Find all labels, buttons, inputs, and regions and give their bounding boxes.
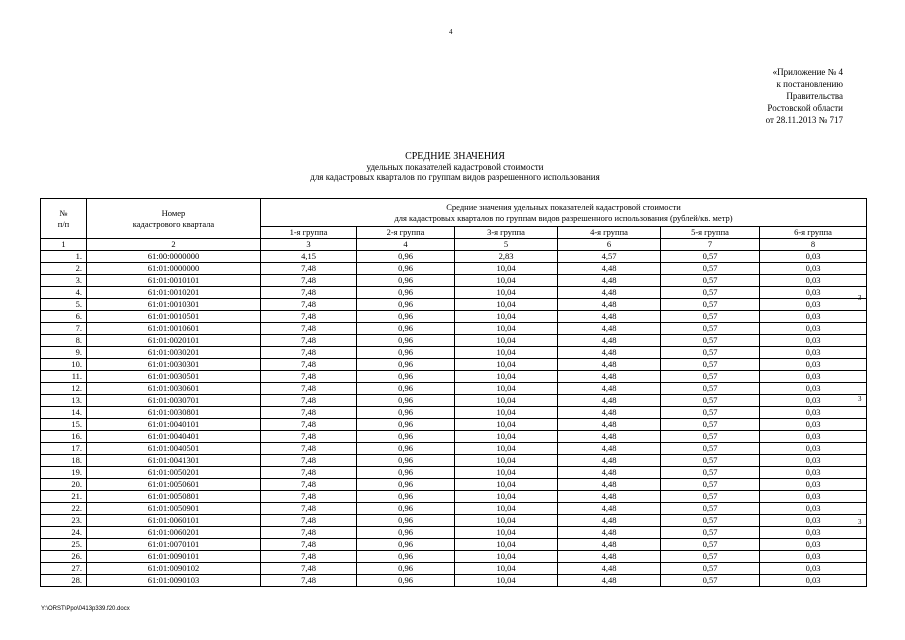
value-cell: 0,03 [760,479,867,491]
value-cell: 0,96 [357,491,455,503]
value-cell: 10,04 [455,563,558,575]
value-cell: 7,48 [261,455,357,467]
value-cell: 4,15 [261,251,357,263]
value-cell: 0,57 [661,371,760,383]
value-cell: 0,57 [661,443,760,455]
value-cell: 4,48 [558,395,661,407]
value-cell: 0,57 [661,299,760,311]
cadastral-quarter-cell: 61:01:0010501 [87,311,261,323]
row-number-cell: 20. [41,479,87,491]
value-cell: 10,04 [455,275,558,287]
value-cell: 4,48 [558,299,661,311]
value-cell: 0,96 [357,407,455,419]
value-cell: 7,48 [261,479,357,491]
value-cell: 0,96 [357,503,455,515]
value-cell: 0,57 [661,479,760,491]
value-cell: 0,57 [661,323,760,335]
value-cell: 10,04 [455,287,558,299]
value-cell: 10,04 [455,491,558,503]
table-row [41,323,867,335]
header-quarter-number: Номер кадастрового квартала [87,199,261,239]
value-cell: 7,48 [261,311,357,323]
header-row-number: № п/п [41,199,87,239]
table-row [41,539,867,551]
column-number: 3 [261,239,357,251]
row-number-cell: 7. [41,323,87,335]
row-number-cell: 2. [41,263,87,275]
value-cell: 4,48 [558,527,661,539]
cadastral-quarter-cell: 61:01:0090103 [87,575,261,587]
value-cell: 0,96 [357,539,455,551]
value-cell: 0,96 [357,431,455,443]
row-number-cell: 3. [41,275,87,287]
value-cell: 0,96 [357,395,455,407]
value-cell: 0,57 [661,515,760,527]
header-group-2: 2-я группа [357,227,455,239]
table-row [41,455,867,467]
margin-mark: 3 [858,518,862,526]
value-cell: 0,57 [661,551,760,563]
table-row [41,311,867,323]
value-cell: 7,48 [261,299,357,311]
cadastral-quarter-cell: 61:01:0010101 [87,275,261,287]
value-cell: 0,03 [760,311,867,323]
row-number-cell: 28. [41,575,87,587]
row-number-cell: 27. [41,563,87,575]
value-cell: 4,48 [558,431,661,443]
header-group-1: 1-я группа [261,227,357,239]
table-row [41,563,867,575]
cadastral-quarter-cell: 61:01:0090102 [87,563,261,575]
cadastral-quarter-cell: 61:01:0050801 [87,491,261,503]
cadastral-quarter-cell: 61:01:0030701 [87,395,261,407]
table-row [41,479,867,491]
value-cell: 4,48 [558,371,661,383]
value-cell: 0,57 [661,467,760,479]
value-cell: 0,57 [661,503,760,515]
value-cell: 7,48 [261,347,357,359]
row-number-cell: 25. [41,539,87,551]
value-cell: 7,48 [261,407,357,419]
value-cell: 10,04 [455,383,558,395]
value-cell: 10,04 [455,335,558,347]
value-cell: 0,03 [760,575,867,587]
row-number-cell: 23. [41,515,87,527]
header-group-6: 6-я группа [760,227,867,239]
value-cell: 4,48 [558,287,661,299]
value-cell: 0,96 [357,455,455,467]
value-cell: 7,48 [261,563,357,575]
value-cell: 2,83 [455,251,558,263]
value-cell: 0,03 [760,443,867,455]
value-cell: 0,03 [760,395,867,407]
margin-mark: 3 [858,294,862,302]
values-table [40,198,867,587]
column-number: 8 [760,239,867,251]
column-number: 4 [357,239,455,251]
value-cell: 0,03 [760,275,867,287]
title-line-3: для кадастровых кварталов по группам видов разрешенного использования [310,172,600,182]
value-cell: 0,96 [357,479,455,491]
table-row [41,431,867,443]
value-cell: 7,48 [261,419,357,431]
cadastral-quarter-cell: 61:01:0050601 [87,479,261,491]
cadastral-quarter-cell: 61:01:0050901 [87,503,261,515]
table-row [41,515,867,527]
header-group-4: 4-я группа [558,227,661,239]
value-cell: 0,57 [661,575,760,587]
value-cell: 4,48 [558,575,661,587]
value-cell: 0,57 [661,539,760,551]
value-cell: 10,04 [455,551,558,563]
value-cell: 0,96 [357,371,455,383]
table-row [41,251,867,263]
file-path-footer: Y:\ORST\Ppo\0413p339.f20.docx [41,606,130,612]
row-number-cell: 12. [41,383,87,395]
value-cell: 7,48 [261,275,357,287]
value-cell: 0,03 [760,431,867,443]
value-cell: 0,57 [661,335,760,347]
column-number: 6 [558,239,661,251]
value-cell: 0,57 [661,491,760,503]
value-cell: 4,48 [558,563,661,575]
value-cell: 0,96 [357,575,455,587]
value-cell: 10,04 [455,299,558,311]
appendix-line: Правительства [786,91,843,101]
value-cell: 7,48 [261,443,357,455]
margin-mark: 3 [858,395,862,403]
value-cell: 10,04 [455,311,558,323]
row-number-cell: 9. [41,347,87,359]
cadastral-quarter-cell: 61:01:0040401 [87,431,261,443]
table-row [41,419,867,431]
value-cell: 10,04 [455,347,558,359]
column-number: 7 [661,239,760,251]
value-cell: 0,96 [357,467,455,479]
value-cell: 0,57 [661,263,760,275]
row-number-cell: 1. [41,251,87,263]
value-cell: 0,96 [357,383,455,395]
value-cell: 10,04 [455,467,558,479]
value-cell: 0,96 [357,275,455,287]
value-cell: 4,48 [558,539,661,551]
value-cell: 7,48 [261,383,357,395]
value-cell: 0,96 [357,347,455,359]
table-row [41,275,867,287]
value-cell: 4,48 [558,263,661,275]
value-cell: 10,04 [455,443,558,455]
cadastral-quarter-cell: 61:01:0040501 [87,443,261,455]
appendix-line: Ростовской области [767,103,843,113]
value-cell: 0,96 [357,251,455,263]
cadastral-quarter-cell: 61:01:0010201 [87,287,261,299]
cadastral-quarter-cell: 61:01:0010601 [87,323,261,335]
header-group-3: 3-я группа [455,227,558,239]
row-number-cell: 4. [41,287,87,299]
value-cell: 0,03 [760,407,867,419]
value-cell: 0,03 [760,251,867,263]
value-cell: 0,03 [760,527,867,539]
cadastral-quarter-cell: 61:01:0030801 [87,407,261,419]
value-cell: 4,48 [558,419,661,431]
cadastral-quarter-cell: 61:01:0040101 [87,419,261,431]
appendix-block [703,66,843,126]
cadastral-quarter-cell: 61:01:0050201 [87,467,261,479]
column-number: 5 [455,239,558,251]
value-cell: 0,57 [661,455,760,467]
row-number-cell: 22. [41,503,87,515]
row-number-cell: 24. [41,527,87,539]
column-number: 1 [41,239,87,251]
value-cell: 4,48 [558,443,661,455]
table-row [41,575,867,587]
value-cell: 4,48 [558,347,661,359]
value-cell: 7,48 [261,395,357,407]
value-cell: 4,48 [558,407,661,419]
value-cell: 0,03 [760,551,867,563]
value-cell: 0,57 [661,311,760,323]
cadastral-quarter-cell: 61:01:0030601 [87,383,261,395]
table-row [41,263,867,275]
value-cell: 7,48 [261,359,357,371]
row-number-cell: 11. [41,371,87,383]
row-number-cell: 26. [41,551,87,563]
value-cell: 10,04 [455,263,558,275]
value-cell: 0,96 [357,563,455,575]
value-cell: 0,03 [760,383,867,395]
header-average-line-2: для кадастровых кварталов по группам видов разрешенного использования (рублей/кв. метр) [394,212,733,223]
value-cell: 4,48 [558,359,661,371]
value-cell: 0,96 [357,323,455,335]
value-cell: 4,48 [558,275,661,287]
value-cell: 10,04 [455,527,558,539]
value-cell: 7,48 [261,287,357,299]
value-cell: 10,04 [455,575,558,587]
cadastral-quarter-cell: 61:01:0070101 [87,539,261,551]
value-cell: 10,04 [455,395,558,407]
appendix-line: к постановлению [776,79,843,89]
cadastral-quarter-cell: 61:01:0041301 [87,455,261,467]
row-number-cell: 21. [41,491,87,503]
value-cell: 0,57 [661,251,760,263]
value-cell: 0,96 [357,335,455,347]
cadastral-quarter-cell: 61:01:0030501 [87,371,261,383]
value-cell: 0,96 [357,515,455,527]
header-group-5: 5-я группа [661,227,760,239]
value-cell: 0,57 [661,431,760,443]
header-average-values [261,199,867,227]
row-number-cell: 15. [41,419,87,431]
table-row [41,371,867,383]
value-cell: 7,48 [261,539,357,551]
value-cell: 0,03 [760,287,867,299]
value-cell: 0,57 [661,287,760,299]
value-cell: 0,03 [760,371,867,383]
row-number-cell: 8. [41,335,87,347]
value-cell: 10,04 [455,479,558,491]
column-number: 2 [87,239,261,251]
value-cell: 0,96 [357,551,455,563]
value-cell: 7,48 [261,431,357,443]
page-number: 4 [449,28,453,36]
table-row [41,347,867,359]
value-cell: 4,48 [558,479,661,491]
value-cell: 0,03 [760,467,867,479]
cadastral-quarter-cell: 61:01:0030201 [87,347,261,359]
value-cell: 7,48 [261,335,357,347]
value-cell: 7,48 [261,515,357,527]
value-cell: 0,03 [760,359,867,371]
value-cell: 0,03 [760,539,867,551]
row-number-cell: 16. [41,431,87,443]
value-cell: 0,96 [357,263,455,275]
table-row [41,395,867,407]
value-cell: 4,48 [558,503,661,515]
cadastral-quarter-cell: 61:01:0060201 [87,527,261,539]
value-cell: 0,03 [760,503,867,515]
table-row [41,491,867,503]
cadastral-quarter-cell: 61:01:0030301 [87,359,261,371]
value-cell: 4,48 [558,311,661,323]
value-cell: 10,04 [455,503,558,515]
row-number-cell: 6. [41,311,87,323]
value-cell: 0,03 [760,323,867,335]
value-cell: 0,03 [760,491,867,503]
value-cell: 0,57 [661,419,760,431]
value-cell: 0,03 [760,335,867,347]
table-row [41,467,867,479]
table-row [41,527,867,539]
value-cell: 0,96 [357,443,455,455]
row-number-cell: 19. [41,467,87,479]
value-cell: 7,48 [261,371,357,383]
value-cell: 4,48 [558,467,661,479]
row-number-cell: 10. [41,359,87,371]
value-cell: 4,48 [558,491,661,503]
value-cell: 0,03 [760,299,867,311]
table-row [41,503,867,515]
value-cell: 4,48 [558,551,661,563]
table-row [41,551,867,563]
value-cell: 0,96 [357,359,455,371]
value-cell: 4,48 [558,335,661,347]
value-cell: 7,48 [261,575,357,587]
value-cell: 4,48 [558,455,661,467]
value-cell: 0,96 [357,299,455,311]
value-cell: 7,48 [261,323,357,335]
value-cell: 7,48 [261,467,357,479]
value-cell: 0,57 [661,395,760,407]
value-cell: 0,03 [760,563,867,575]
value-cell: 7,48 [261,263,357,275]
value-cell: 0,03 [760,347,867,359]
appendix-line: от 28.11.2013 № 717 [765,115,843,125]
value-cell: 7,48 [261,551,357,563]
row-number-cell: 14. [41,407,87,419]
value-cell: 10,04 [455,407,558,419]
value-cell: 0,03 [760,515,867,527]
value-cell: 0,96 [357,419,455,431]
table-row [41,407,867,419]
table-row [41,287,867,299]
row-number-cell: 13. [41,395,87,407]
row-number-cell: 18. [41,455,87,467]
value-cell: 10,04 [455,455,558,467]
cadastral-quarter-cell: 61:00:0000000 [87,251,261,263]
value-cell: 10,04 [455,359,558,371]
cadastral-quarter-cell: 61:01:0010301 [87,299,261,311]
value-cell: 4,48 [558,383,661,395]
value-cell: 7,48 [261,527,357,539]
value-cell: 10,04 [455,515,558,527]
row-number-cell: 5. [41,299,87,311]
value-cell: 7,48 [261,503,357,515]
cadastral-quarter-cell: 61:01:0090101 [87,551,261,563]
value-cell: 0,57 [661,347,760,359]
title-line-1: СРЕДНИЕ ЗНАЧЕНИЯ [405,151,505,162]
value-cell: 0,96 [357,527,455,539]
table-row [41,383,867,395]
cadastral-quarter-cell: 61:01:0060101 [87,515,261,527]
value-cell: 0,57 [661,359,760,371]
document-title [250,151,660,182]
value-cell: 4,48 [558,515,661,527]
table-row [41,299,867,311]
table-row [41,359,867,371]
value-cell: 10,04 [455,371,558,383]
title-line-2: удельных показателей кадастровой стоимости [366,162,544,172]
value-cell: 10,04 [455,539,558,551]
appendix-line: «Приложение № 4 [772,67,843,77]
value-cell: 0,96 [357,311,455,323]
value-cell: 10,04 [455,323,558,335]
value-cell: 10,04 [455,431,558,443]
table-row [41,443,867,455]
cadastral-quarter-cell: 61:01:0000000 [87,263,261,275]
value-cell: 4,57 [558,251,661,263]
value-cell: 7,48 [261,491,357,503]
value-cell: 0,57 [661,563,760,575]
table-row [41,335,867,347]
cadastral-quarter-cell: 61:01:0020101 [87,335,261,347]
row-number-cell: 17. [41,443,87,455]
value-cell: 0,03 [760,263,867,275]
value-cell: 10,04 [455,419,558,431]
value-cell: 0,96 [357,287,455,299]
value-cell: 0,57 [661,275,760,287]
value-cell: 0,57 [661,383,760,395]
value-cell: 0,57 [661,527,760,539]
value-cell: 0,03 [760,419,867,431]
value-cell: 4,48 [558,323,661,335]
header-average-line-1: Средние значения удельных показателей кадастровой стоимости [446,201,681,212]
value-cell: 0,57 [661,407,760,419]
value-cell: 0,03 [760,455,867,467]
